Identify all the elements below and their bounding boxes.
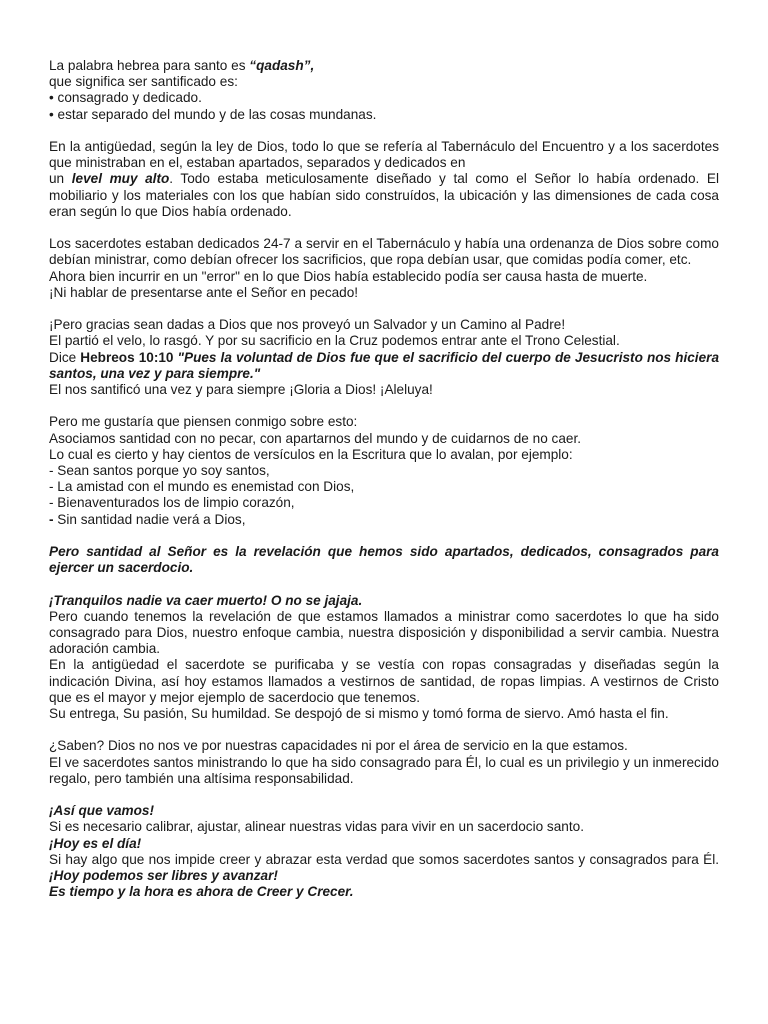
sacerdote-purificaba-text: En la antigüedad el sacerdote se purificaba y se vestía con ropas consagradas y diseñadas según la indicación Divina, así hoy estamos llamados a vestirnos de santidad, de ropas limpias. A vestirnos de Cristo que es el mayor y mejor ejemplo de sacerdocio que tenemos. <box>49 657 719 705</box>
hoy-es-el-dia: ¡Hoy es el día! <box>49 835 142 851</box>
gracias-text: ¡Pero gracias sean dadas a Dios que nos proveyó un Salvador y un Camino al Padre! <box>49 317 566 333</box>
paragraph-vamos <box>49 803 719 900</box>
hebreos-quote: "Pues la voluntad de Dios fue que el sacrificio del cuerpo de Jesucristo nos hiciera santos, una vez y para siempre." <box>49 349 719 381</box>
sin-santidad-text: Sin santidad nadie verá a Dios, <box>53 511 246 527</box>
asociamos-text: Asociamos santidad con no pecar, con apartarnos del mundo y de cuidarnos de no caer. <box>49 430 582 446</box>
antiguedad-text: . Todo estaba meticulosamente diseñado y tal como el Señor lo había ordenado. El mobiliario y los materiales con los que habían sido construídos, la ubicación y las dimensiones de cada cosa eran según lo que Dios había ordenado. <box>49 171 720 219</box>
hebreos-reference: Hebreos 10:10 <box>80 349 174 365</box>
sacerdotes-text: Los sacerdotes estaban dedicados 24-7 a servir en el Tabernáculo y había una ordenanza de Dios sobre como debían ministrar, como debían ofrecer los sacrificios, que ropa debían usar, que comidas podía comer, etc. <box>49 236 719 268</box>
pensar-text: Pero me gustaría que piensen conmigo sobre esto: <box>49 414 358 430</box>
qadash-line <box>49 58 719 74</box>
tranquilos-heading: ¡Tranquilos nadie va caer muerto! O no se jajaja. <box>49 592 363 608</box>
dice-text: Dice <box>49 349 81 365</box>
paragraph-antiguedad-b <box>49 171 719 220</box>
verse-item-bienaventurados: - Bienaventurados los de limpio corazón, <box>49 495 295 511</box>
revelacion-text: Pero cuando tenemos la revelación de que estamos llamados a ministrar como sacerdotes lo que ha sido consagrado para Dios, nuestro enfoque cambia, nuestra disposición y disponibilidad a servir cambia. Nuestra adoración cambia. <box>49 608 719 657</box>
level-muy-alto: level muy alto <box>71 171 170 187</box>
bullet-separado: • estar separado del mundo y de las cosas mundanas. <box>49 106 377 122</box>
ni-hablar-text: ¡Ni hablar de presentarse ante el Señor en pecado! <box>49 284 359 300</box>
paragraph-saben <box>49 738 719 787</box>
calibrar-text: Si es necesario calibrar, ajustar, alinear nuestras vidas para vivir en un sacerdocio santo. <box>49 819 584 835</box>
asi-que-vamos: ¡Así que vamos! <box>49 803 154 819</box>
privilegio-text: El ve sacerdotes santos ministrando lo que ha sido consagrado para Él, lo cual es un privilegio y un inmerecido regalo, pero también una altísima responsabilidad. <box>49 754 719 786</box>
paragraph-santidad-revelacion: Pero santidad al Señor es la revelación que hemos sido apartados, dedicados, consagrados para ejercer un sacerdocio. <box>49 544 719 576</box>
qadash-intro: La palabra hebrea para santo es <box>49 58 250 73</box>
versiculos-text: Lo cual es cierto y hay cientos de versículos en la Escritura que lo avalan, por ejemplo: <box>49 446 573 462</box>
libres-avanzar: ¡Hoy podemos ser libres y avanzar! <box>49 868 278 884</box>
paragraph-gracias <box>49 317 719 398</box>
saben-text: ¿Saben? Dios no nos ve por nuestras capacidades ni por el área de servicio en la que estamos. <box>49 738 628 754</box>
verse-item-amistad: - La amistad con el mundo es enemistad con Dios, <box>49 479 355 495</box>
hebreos-line <box>49 350 719 382</box>
paragraph-antiguedad-a: En la antigüedad, según la ley de Dios, todo lo que se refería al Tabernáculo del Encuentro y a los sacerdotes que ministraban en el, estaban apartados, separados y dedicados en <box>49 139 719 171</box>
libres-line <box>49 852 719 884</box>
qadash-word: “qadash”, <box>249 58 315 73</box>
qadash-meaning: que significa ser santificado es: <box>49 74 238 90</box>
paragraph-tranquilos <box>49 593 719 723</box>
verse-item-sin-santidad <box>49 512 719 528</box>
bullet-consagrado: • consagrado y dedicado. <box>49 90 202 106</box>
error-text: Ahora bien incurrir en un "error" en lo que Dios había establecido podía ser causa hasta de muerte. <box>49 268 648 284</box>
verse-item-santos: - Sean santos porque yo soy santos, <box>49 463 270 479</box>
creer-y-crecer: Es tiempo y la hora es ahora de Creer y Crecer. <box>49 884 354 900</box>
verse-dash: - <box>49 511 54 527</box>
paragraph-sacerdotes <box>49 236 719 301</box>
gloria-text: El nos santificó una vez y para siempre ¡Gloria a Dios! ¡Aleluya! <box>49 382 433 398</box>
entrega-text: Su entrega, Su pasión, Su humildad. Se despojó de si mismo y tomó forma de siervo. Amó hasta el fin. <box>49 706 669 722</box>
paragraph-pensar <box>49 414 719 527</box>
impide-creer-text: Si hay algo que nos impide creer y abrazar esta verdad que somos sacerdotes santos y consagrados para Él. <box>49 851 719 867</box>
antiguedad-prefix: un <box>49 171 72 187</box>
velo-text: El partió el velo, lo rasgó. Y por su sacrificio en la Cruz podemos entrar ante el Trono Celestial. <box>49 333 620 349</box>
paragraph-qadash <box>49 58 719 123</box>
